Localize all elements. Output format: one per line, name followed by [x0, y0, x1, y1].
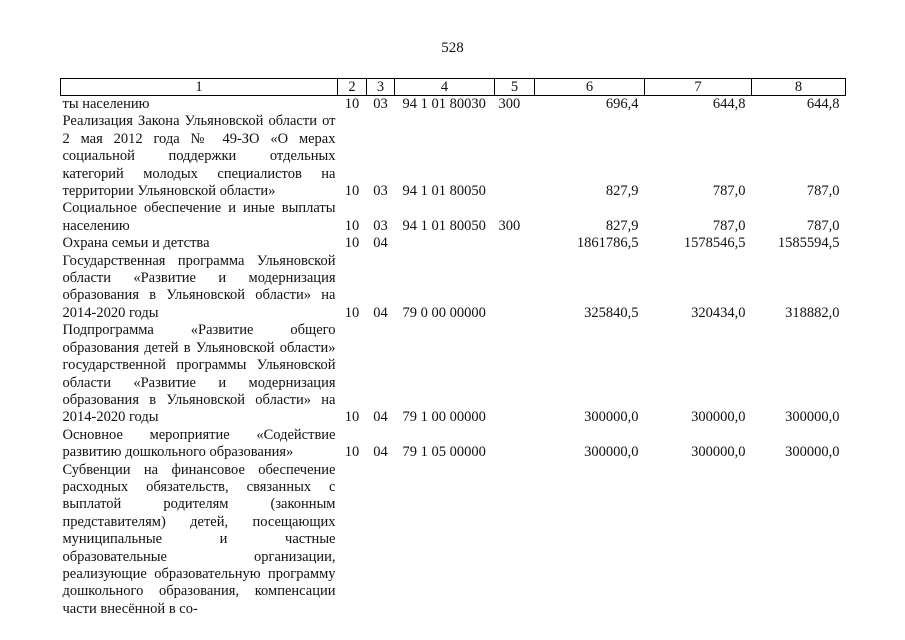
cell-section: 10 [344, 409, 360, 426]
table-row [61, 462, 846, 619]
cell-subsection [367, 462, 395, 619]
cell-target-article: 79 1 05 00000 [402, 444, 486, 461]
header-col-expense-type: 5 [495, 79, 535, 96]
cell-amount-year-3: 787,0 [806, 217, 840, 234]
cell-amount-year-1 [535, 462, 645, 619]
table-row [61, 427, 846, 462]
cell-name: Реализация Закона Ульяновской области от 2 мая 2012 года № 49-ЗО «О мерах социальной поддержки отдельных категорий молодых специалистов на территории Ульяновской области» [62, 113, 336, 200]
cell-target-article [395, 462, 495, 619]
cell-subsection: 03 [373, 183, 388, 200]
cell-target-article [395, 235, 495, 252]
cell-amount-year-2: 300000,0 [691, 444, 746, 461]
cell-section: 10 [344, 304, 360, 321]
table-row [61, 322, 846, 426]
cell-section [338, 462, 367, 619]
table-row [61, 96, 846, 114]
cell-subsection: 03 [373, 96, 388, 112]
cell-amount-year-2: 320434,0 [691, 304, 746, 321]
cell-amount-year-1: 1861786,5 [576, 235, 639, 252]
table-row [61, 113, 846, 200]
cell-name: Основное мероприятие «Содействие развитию дошкольного образования» [62, 426, 336, 461]
cell-section: 10 [344, 96, 360, 112]
cell-section: 10 [344, 444, 360, 461]
cell-expense-type [495, 462, 535, 619]
header-col-year-2: 7 [645, 79, 752, 96]
header-col-year-1: 6 [535, 79, 645, 96]
cell-amount-year-3: 644,8 [806, 96, 840, 112]
cell-amount-year-1: 827,9 [605, 217, 639, 234]
cell-name: Субвенции на финансовое обеспечение расходных обязательств, связанных с выплатой родителям (законным представителям) детей, посещающих муниципальные и частные образовательные организации, реализующие образовательную программу дошкольного образования, компенсации части внесённой в со- [62, 461, 336, 617]
cell-amount-year-1: 827,9 [605, 183, 639, 200]
cell-amount-year-2: 300000,0 [691, 409, 746, 426]
cell-amount-year-2: 644,8 [712, 96, 746, 112]
cell-amount-year-3: 300000,0 [785, 444, 840, 461]
cell-name: Государственная программа Ульяновской области «Развитие и модернизация образования в Ульяновской области» на 2014-2020 годы [62, 252, 336, 321]
cell-amount-year-2: 787,0 [712, 217, 746, 234]
table-row [61, 200, 846, 235]
cell-amount-year-1: 300000,0 [584, 444, 639, 461]
cell-target-article: 79 1 00 00000 [402, 409, 486, 426]
cell-expense-type [495, 253, 535, 323]
cell-amount-year-3: 300000,0 [785, 409, 840, 426]
cell-target-article: 94 1 01 80050 [402, 217, 486, 234]
cell-name: ты населению [62, 96, 150, 112]
cell-target-article: 94 1 01 80030 [402, 96, 486, 112]
budget-table [60, 78, 846, 618]
header-col-target-article: 4 [395, 79, 495, 96]
cell-amount-year-2 [645, 462, 752, 619]
cell-amount-year-1: 300000,0 [584, 409, 639, 426]
cell-amount-year-2: 787,0 [712, 183, 746, 200]
header-col-section: 2 [338, 79, 367, 96]
cell-amount-year-1: 325840,5 [584, 304, 639, 321]
cell-name: Социальное обеспечение и иные выплаты населению [62, 200, 336, 234]
cell-name: Охрана семьи и детства [62, 235, 210, 252]
cell-section: 10 [344, 217, 360, 234]
cell-target-article: 94 1 01 80050 [402, 183, 486, 200]
cell-amount-year-2: 1578546,5 [683, 235, 746, 252]
cell-subsection: 04 [373, 304, 388, 321]
cell-amount-year-3 [752, 462, 846, 619]
table-row [61, 253, 846, 323]
cell-expense-type [495, 113, 535, 200]
page-number: 528 [441, 40, 464, 56]
cell-expense-type: 300 [498, 96, 521, 112]
cell-subsection: 04 [373, 235, 388, 252]
cell-subsection: 04 [373, 444, 388, 461]
cell-section: 10 [344, 235, 360, 252]
cell-expense-type [495, 427, 535, 462]
table-body [61, 96, 846, 619]
header-col-subsection: 3 [367, 79, 395, 96]
cell-expense-type [495, 322, 535, 426]
cell-target-article: 79 0 00 00000 [402, 304, 486, 321]
cell-amount-year-3: 787,0 [806, 183, 840, 200]
table-header-row [61, 79, 846, 96]
cell-amount-year-3: 1585594,5 [777, 235, 840, 252]
cell-name: Подпрограмма «Развитие общего образования детей в Ульяновской области» государственной программы Ульяновской области «Развитие и модернизация образования в Ульяновской области» на 2014-2020 годы [62, 322, 336, 426]
cell-subsection: 04 [373, 409, 388, 426]
cell-amount-year-1: 696,4 [605, 96, 639, 112]
cell-amount-year-3: 318882,0 [785, 304, 840, 321]
header-col-year-3: 8 [752, 79, 846, 96]
cell-section: 10 [344, 183, 360, 200]
cell-expense-type [495, 235, 535, 252]
table-row [61, 235, 846, 252]
header-col-name: 1 [61, 79, 338, 96]
cell-subsection: 03 [373, 217, 388, 234]
cell-expense-type: 300 [498, 217, 521, 234]
